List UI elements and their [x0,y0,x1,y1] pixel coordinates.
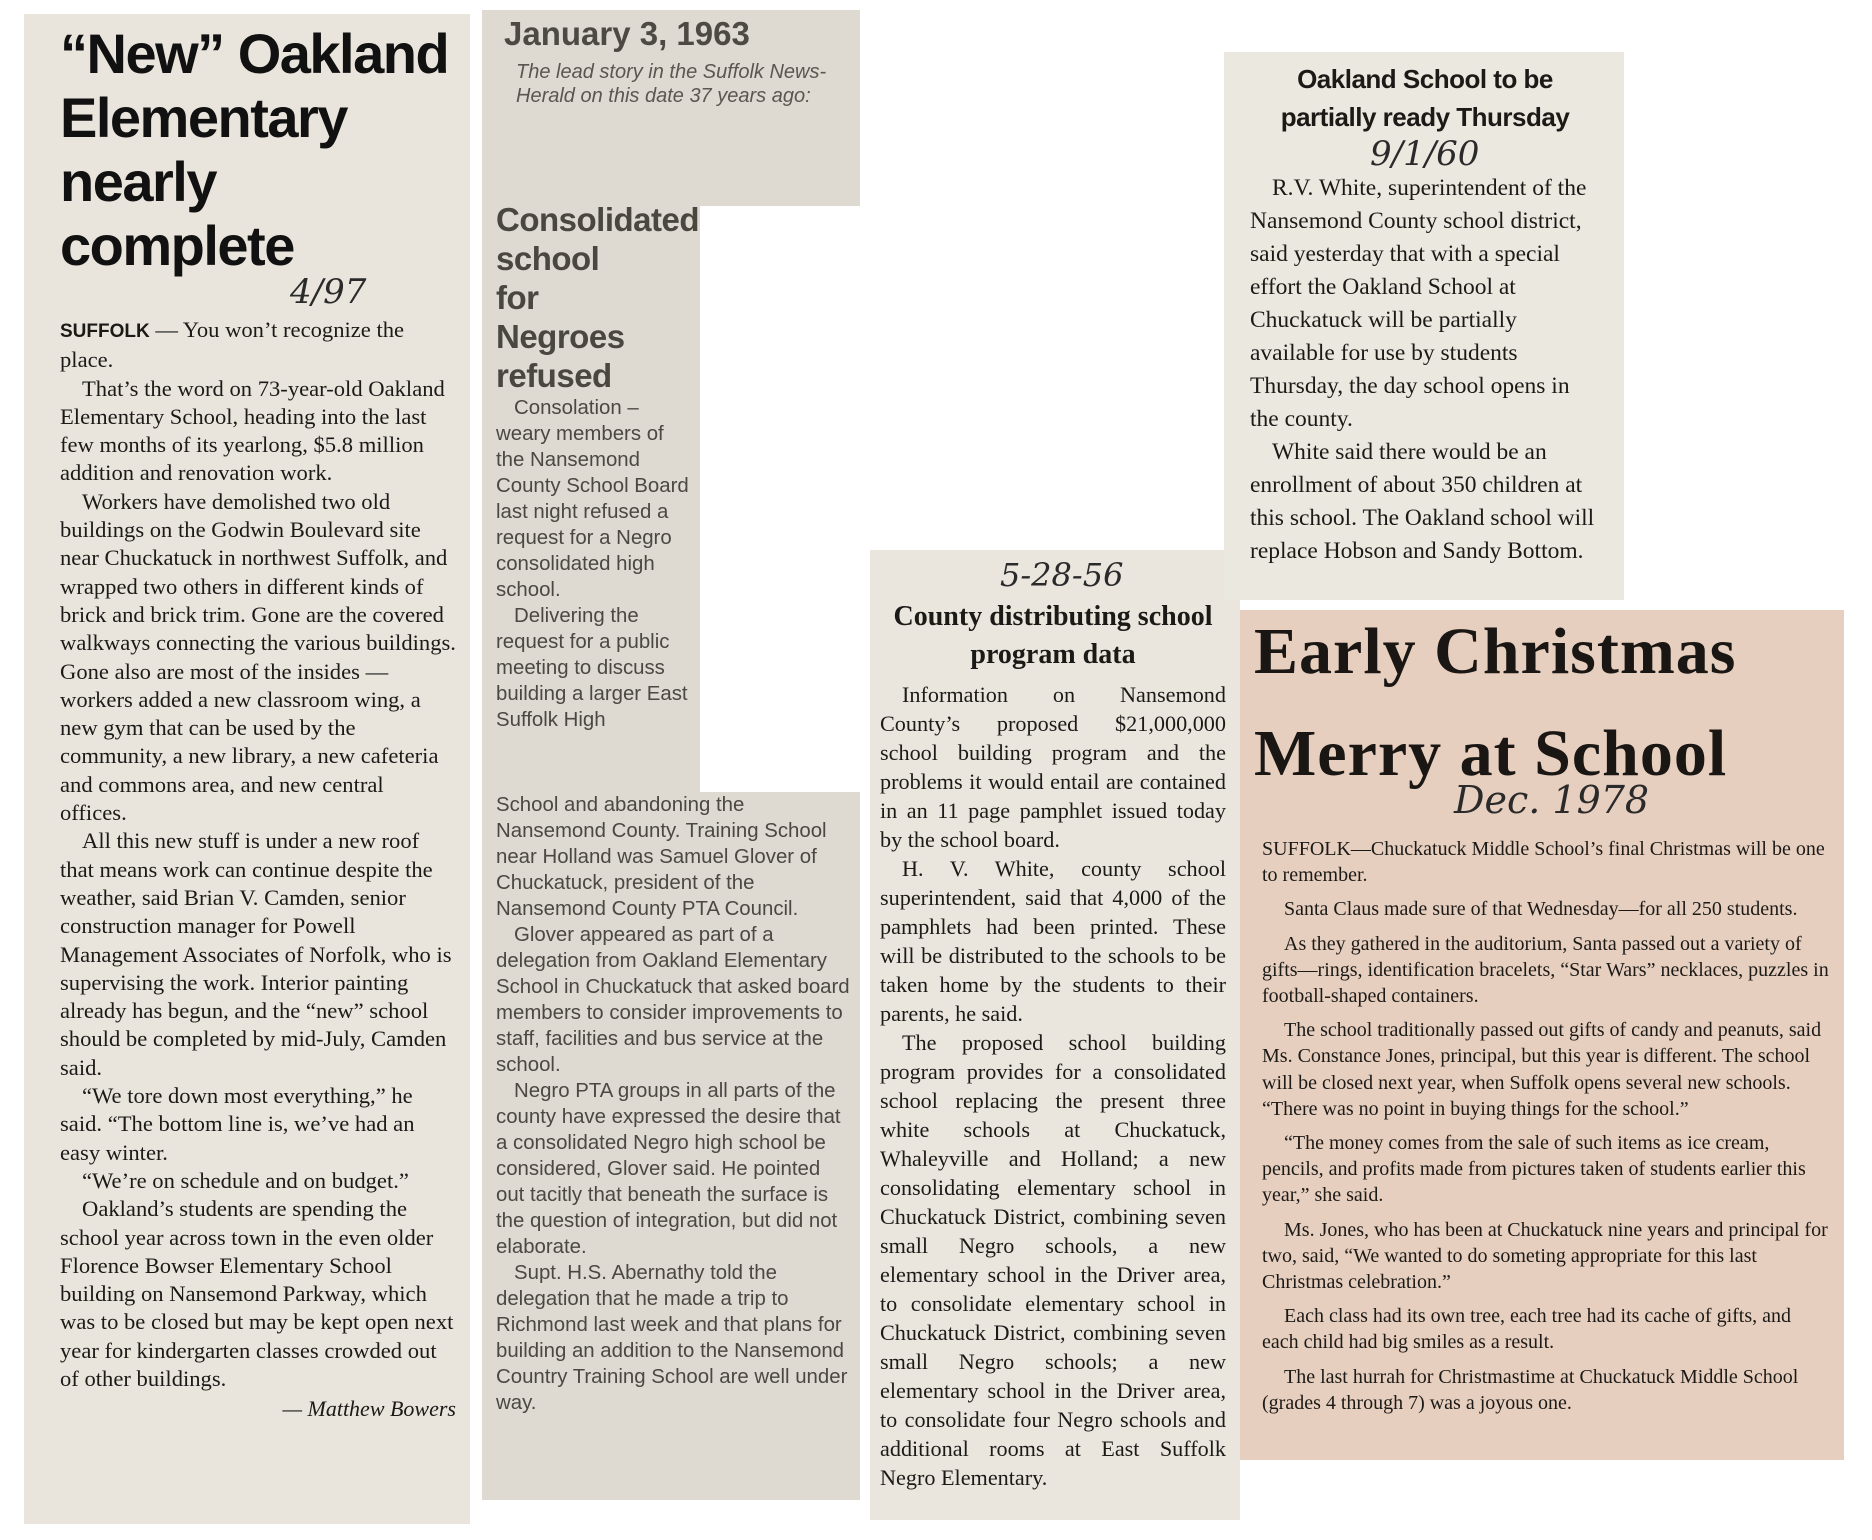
paragraph: Delivering the request for a public meeting to discuss building a larger East Suffolk High [496,605,688,731]
paragraph: The proposed school building program provides for a consolidated school replacing the present three white schools at Chuckatuck, Whaleyville and Holland; a new consolidating elementary school in Chuckatuck District, combining seven small Negro schools, a new elementary school in the Driver area, to consolidate elementary school in Chuckatuck District, combining seven small Negro schools; a new elementary school in the Driver area, to consolidate four Negro schools and additional rooms at East Suffolk Negro Elementary. [880,1030,1226,1490]
paragraph: Each class had its own tree, each tree had its cache of gifts, and each child had big smiles as a result. [1262,1305,1792,1354]
clipping-1963-top [482,10,860,206]
paragraph: The last hurrah for Christmastime at Chuckatuck Middle School (grades 4 through 7) was a joyous one. [1262,1365,1799,1414]
headline-county-distributing: County distributing school program data [893,601,1213,670]
paragraph: That’s the word on 73-year-old Oakland Elementary School, heading into the last few months of its yearlong, $5.8 million addition and renovation work. [60,375,445,486]
paragraph: Supt. H.S. Abernathy told the delegation that he made a trip to Richmond last week and that plans for building an addition to the Nansemond Country Training School are well under way. [496,1262,848,1414]
paragraph: Negro PTA groups in all parts of the county have expressed the desire that a consolidated Negro high school be considered, Glover said. He pointed out tacitly that beneath the surface is the question of integration, but did not elaborate. [496,1080,841,1258]
paragraph: Oakland’s students are spending the school year across town in the even older Florence Bowser Elementary School building on Nansemond Parkway, which was to be closed but may be kept open next year for kindergarten classes crowded out of other buildings. [60,1196,454,1391]
clipping-1963-narrow [482,200,700,800]
paragraph: Workers have demolished two old buildings on the Godwin Boulevard site near Chuckatuck in northwest Suffolk, and wrapped two others in different kinds of brick and brick trim. Gone are the covered walkways connecting the various buildings. Gone also are most of the insides — workers added a new classroom wing, a new gym that can be used by the community, a new library, a new cafeteria and commons area, and new central offices. [60,488,456,826]
paragraph: “We tore down most everything,” he said. “The bottom line is, we’ve had an easy winter. [60,1083,415,1165]
headline-consolidated-school [496,200,700,395]
handwritten-date: 9/1/60 [1370,134,1480,174]
paragraph: “The money comes from the sale of such items as ice cream, pencils, and profits made from pictures taken of students earlier this year,” she said. [1262,1132,1806,1207]
article-body-continued [496,792,850,1416]
article-body [496,395,692,733]
paragraph: R.V. White, superintendent of the Nansemond County school district, said yesterday that with a special effort the Oakland School at Chuckatuck will be partially available for use by students Thursday, the day school opens in the county. [1250,175,1587,432]
article-body [60,316,456,1393]
clipping-oakland-partially-ready [1224,52,1624,600]
clipping-county-distributing [870,550,1240,1520]
headline-merry-at-school: Merry at School [1254,717,1728,790]
paragraph: As they gathered in the auditorium, Santa passed out a variety of gifts—rings, identification bracelets, “Star Wars” necklaces, puzzles in football-shaped containers. [1262,932,1829,1008]
headline-line: refused [496,357,612,394]
paragraph: “We’re on schedule and on budget.” [82,1167,409,1193]
paragraph: SUFFOLK—Chuckatuck Middle School’s final Christmas will be one to remember. [1262,838,1825,887]
article-body [1250,172,1600,568]
headline-early-christmas: Early Christmas [1254,615,1737,688]
headline-line: Negroes [496,318,625,355]
headline-line: Consolidated [496,201,700,238]
paragraph: Santa Claus made sure of that Wednesday—for all 250 students. [1284,898,1798,921]
headline-line: school [496,240,600,277]
paragraph: Ms. Jones, who has been at Chuckatuck nine years and principal for two, said, “We wanted to do someting appropriate for this last Christmas celebration.” [1262,1218,1828,1294]
lead-text: — You won’t recognize the place. [60,317,405,373]
dateline: SUFFOLK [60,321,150,342]
paragraph: Glover appeared as part of a delegation from Oakland Elementary School in Chuckatuck that asked board members to consider improvements to staff, facilities and bus service at the school. [496,924,850,1076]
headline-partially-ready: Oakland School to be partially ready Thursday [1280,64,1570,132]
article-body [880,680,1226,1492]
paragraph: All this new stuff is under a new roof that means work can continue despite the weather, said Brian V. Camden, senior construction manager for Powell Management Associates of Norfolk, who is supervising the work. Interior painting already has begun, and the “new” school should be completed by mid-July, Camden said. [60,828,452,1080]
paragraph: H. V. White, county school superintendent, said that 4,000 of the pamphlets had been printed. These will be distributed to the schools to be taken home by the students to their parents, he said. [880,856,1226,1026]
clipping-1963-wide [482,792,860,1500]
intro-text: The lead story in the Suffolk News-Herald on this date 37 years ago: [516,61,827,107]
clipping-oakland-elementary [24,14,470,1524]
handwritten-date: 4/97 [290,272,367,312]
headline-line: for [496,279,539,316]
byline: — Matthew Bowers [282,1396,456,1422]
article-body [1262,836,1830,1416]
paragraph: Information on Nansemond County’s proposed $21,000,000 school building program and the problems it would entail are contained in an 11 page pamphlet issued today by the school board. [880,682,1226,852]
headline-new-oakland: “New” Oakland Elementary nearly complete [60,22,449,277]
handwritten-date: Dec. 1978 [1454,778,1650,822]
lead-paragraph [60,316,456,375]
paragraph: The school traditionally passed out gifts of candy and peanuts, said Ms. Constance Jones, principal, but this year is different. The school will be closed next year, when Suffolk opens several new schools. “There was no point in buying things for the school.” [1262,1019,1822,1120]
handwritten-date: 5-28-56 [1000,556,1124,594]
paragraph: School and abandoning the Nansemond County. Training School near Holland was Samuel Glover of Chuckatuck, president of the Nansemond County PTA Council. [496,794,827,920]
paragraph: White said there would be an enrollment of about 350 children at this school. The Oakland school will replace Hobson and Sandy Bottom. [1250,439,1595,564]
clipping-early-christmas [1240,610,1844,1460]
clipping-date: January 3, 1963 [504,15,750,52]
paragraph: Consolation – weary members of the Nansemond County School Board last night refused a request for a Negro consolidated high school. [496,397,689,601]
